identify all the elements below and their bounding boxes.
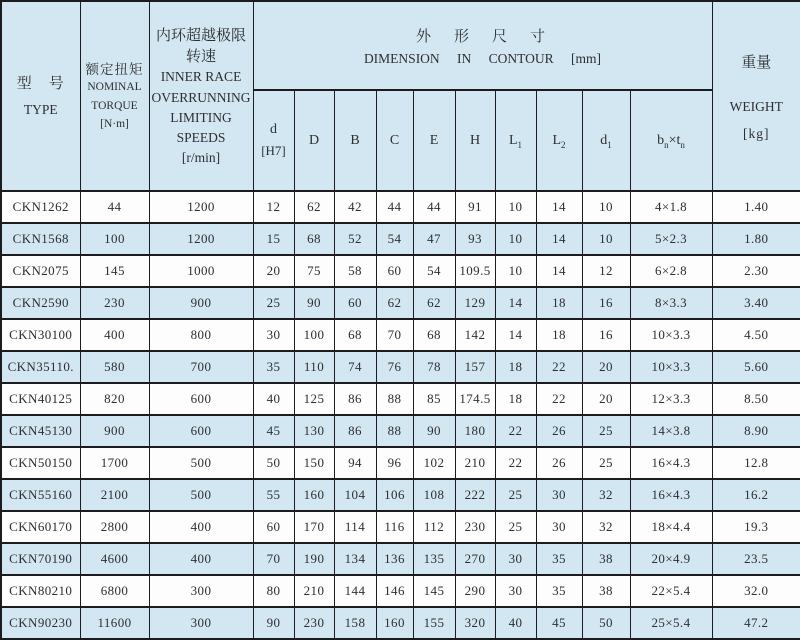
cell-bn-tn: 14×3.8 — [630, 415, 712, 447]
cell-weight: 12.8 — [712, 447, 800, 479]
cell-weight: 1.80 — [712, 223, 800, 255]
cell-torque: 400 — [80, 319, 149, 351]
table-row — [1, 479, 800, 511]
cell-type: CKN35110. — [1, 351, 80, 383]
cell-d: 25 — [253, 287, 294, 319]
cell-D: 160 — [294, 479, 334, 511]
cell-C: 60 — [376, 255, 413, 287]
cell-E: 78 — [413, 351, 455, 383]
header-col-L1 — [495, 90, 536, 191]
header-weight-unit: [kg] — [743, 125, 770, 141]
cell-speed: 900 — [149, 287, 253, 319]
cell-bn-tn: 16×4.3 — [630, 479, 712, 511]
cell-d1: 16 — [582, 287, 630, 319]
cell-type: CKN45130 — [1, 415, 80, 447]
cell-weight: 1.40 — [712, 191, 800, 223]
cell-torque: 100 — [80, 223, 149, 255]
cell-L2: 22 — [536, 351, 582, 383]
table-header — [1, 1, 800, 191]
header-type-zh: 型 号 — [16, 76, 65, 93]
cell-H: 109.5 — [455, 255, 495, 287]
cell-E: 68 — [413, 319, 455, 351]
cell-weight: 19.3 — [712, 511, 800, 543]
cell-torque: 145 — [80, 255, 149, 287]
table-row — [1, 255, 800, 287]
header-speed-en1: INNER RACE — [160, 69, 242, 85]
cell-torque: 820 — [80, 383, 149, 415]
cell-speed: 700 — [149, 351, 253, 383]
header-weight-en: WEIGHT — [729, 98, 783, 114]
cell-speed: 600 — [149, 415, 253, 447]
cell-L2: 14 — [536, 255, 582, 287]
cell-E: 54 — [413, 255, 455, 287]
cell-L1: 10 — [495, 191, 536, 223]
cell-E: 145 — [413, 575, 455, 607]
cell-speed: 400 — [149, 543, 253, 575]
cell-weight: 47.2 — [712, 607, 800, 639]
cell-C: 44 — [376, 191, 413, 223]
cell-L2: 14 — [536, 223, 582, 255]
cell-H: 129 — [455, 287, 495, 319]
cell-d1: 12 — [582, 255, 630, 287]
cell-E: 44 — [413, 191, 455, 223]
cell-C: 88 — [376, 415, 413, 447]
cell-H: 180 — [455, 415, 495, 447]
table-row — [1, 319, 800, 351]
header-col-bn-tn — [630, 90, 712, 191]
cell-weight: 3.40 — [712, 287, 800, 319]
table-row — [1, 575, 800, 607]
table-row — [1, 191, 800, 223]
cell-H: 222 — [455, 479, 495, 511]
cell-E: 62 — [413, 287, 455, 319]
header-weight-zh: 重量 — [741, 54, 772, 71]
cell-bn-tn: 18×4.4 — [630, 511, 712, 543]
cell-C: 116 — [376, 511, 413, 543]
cell-L2: 26 — [536, 415, 582, 447]
cell-speed: 1000 — [149, 255, 253, 287]
cell-C: 160 — [376, 607, 413, 639]
table-row — [1, 415, 800, 447]
cell-bn-tn: 25×5.4 — [630, 607, 712, 639]
cell-speed: 1200 — [149, 223, 253, 255]
cell-H: 290 — [455, 575, 495, 607]
cell-E: 102 — [413, 447, 455, 479]
cell-B: 86 — [334, 383, 376, 415]
cell-D: 62 — [294, 191, 334, 223]
cell-B: 104 — [334, 479, 376, 511]
cell-B: 60 — [334, 287, 376, 319]
cell-d: 12 — [253, 191, 294, 223]
cell-bn-tn: 10×3.3 — [630, 351, 712, 383]
cell-bn-tn: 8×3.3 — [630, 287, 712, 319]
table-row — [1, 511, 800, 543]
cell-d1: 25 — [582, 415, 630, 447]
cell-D: 75 — [294, 255, 334, 287]
cell-torque: 900 — [80, 415, 149, 447]
header-col-H — [455, 90, 495, 191]
header-speed-en2: OVERRUNNING — [151, 89, 251, 105]
cell-B: 42 — [334, 191, 376, 223]
col-bntn-t: t — [676, 132, 681, 148]
cell-torque: 6800 — [80, 575, 149, 607]
cell-weight: 8.90 — [712, 415, 800, 447]
cell-L1: 18 — [495, 351, 536, 383]
cell-C: 96 — [376, 447, 413, 479]
header-speed-zh: 内环超越极限转速 — [155, 28, 246, 66]
cell-L2: 26 — [536, 447, 582, 479]
cell-E: 108 — [413, 479, 455, 511]
cell-type: CKN55160 — [1, 479, 80, 511]
cell-L2: 22 — [536, 383, 582, 415]
cell-D: 230 — [294, 607, 334, 639]
cell-L2: 45 — [536, 607, 582, 639]
cell-D: 210 — [294, 575, 334, 607]
cell-L2: 35 — [536, 575, 582, 607]
cell-d1: 20 — [582, 383, 630, 415]
table-row — [1, 383, 800, 415]
cell-D: 68 — [294, 223, 334, 255]
header-speed-en3: LIMITING SPEEDS — [170, 110, 232, 145]
cell-E: 155 — [413, 607, 455, 639]
header-col-D — [294, 90, 334, 191]
cell-H: 210 — [455, 447, 495, 479]
cell-speed: 600 — [149, 383, 253, 415]
header-torque — [80, 1, 149, 191]
cell-L2: 14 — [536, 191, 582, 223]
cell-B: 134 — [334, 543, 376, 575]
col-L1-sub: 1 — [517, 139, 523, 150]
cell-L2: 35 — [536, 543, 582, 575]
cell-d: 55 — [253, 479, 294, 511]
cell-L2: 30 — [536, 511, 582, 543]
col-d1-sub: 1 — [607, 139, 612, 150]
col-D-label: D — [308, 132, 320, 148]
cell-B: 158 — [334, 607, 376, 639]
cell-type: CKN2075 — [1, 255, 80, 287]
cell-d1: 32 — [582, 479, 630, 511]
cell-d: 35 — [253, 351, 294, 383]
cell-torque: 11600 — [80, 607, 149, 639]
cell-d1: 16 — [582, 319, 630, 351]
cell-H: 93 — [455, 223, 495, 255]
header-torque-en1: NOMINAL — [87, 80, 142, 93]
header-col-E — [413, 90, 455, 191]
col-L2-label: L — [552, 132, 562, 148]
cell-B: 58 — [334, 255, 376, 287]
header-speed — [149, 1, 253, 191]
cell-E: 135 — [413, 543, 455, 575]
cell-torque: 230 — [80, 287, 149, 319]
cell-speed: 500 — [149, 447, 253, 479]
cell-D: 170 — [294, 511, 334, 543]
cell-d1: 38 — [582, 575, 630, 607]
cell-torque: 1700 — [80, 447, 149, 479]
cell-speed: 400 — [149, 511, 253, 543]
cell-d: 20 — [253, 255, 294, 287]
col-d-label: d — [270, 122, 277, 137]
table-row — [1, 543, 800, 575]
cell-bn-tn: 10×3.3 — [630, 319, 712, 351]
cell-L1: 14 — [495, 287, 536, 319]
table-row — [1, 447, 800, 479]
cell-C: 146 — [376, 575, 413, 607]
header-speed-unit: [r/min] — [181, 150, 221, 166]
cell-bn-tn: 12×3.3 — [630, 383, 712, 415]
cell-torque: 2100 — [80, 479, 149, 511]
cell-H: 157 — [455, 351, 495, 383]
header-torque-zh: 额定扭矩 — [85, 61, 144, 77]
cell-H: 142 — [455, 319, 495, 351]
table-body — [1, 191, 800, 639]
header-col-L2 — [536, 90, 582, 191]
header-torque-en2: TORQUE — [91, 99, 138, 112]
cell-type: CKN30100 — [1, 319, 80, 351]
cell-torque: 2800 — [80, 511, 149, 543]
cell-d: 70 — [253, 543, 294, 575]
cell-bn-tn: 6×2.8 — [630, 255, 712, 287]
cell-C: 136 — [376, 543, 413, 575]
cell-C: 76 — [376, 351, 413, 383]
cell-D: 190 — [294, 543, 334, 575]
header-col-C — [376, 90, 413, 191]
cell-L1: 40 — [495, 607, 536, 639]
cell-L2: 18 — [536, 287, 582, 319]
table-row — [1, 607, 800, 639]
cell-L2: 30 — [536, 479, 582, 511]
cell-L1: 10 — [495, 223, 536, 255]
cell-d: 45 — [253, 415, 294, 447]
cell-d: 30 — [253, 319, 294, 351]
header-col-d1 — [582, 90, 630, 191]
cell-L1: 18 — [495, 383, 536, 415]
cell-H: 270 — [455, 543, 495, 575]
col-d1-label: d — [600, 132, 608, 148]
cell-bn-tn: 5×2.3 — [630, 223, 712, 255]
cell-speed: 800 — [149, 319, 253, 351]
cell-speed: 500 — [149, 479, 253, 511]
col-d-note: [H7] — [261, 143, 286, 158]
cell-E: 47 — [413, 223, 455, 255]
col-bntn-tsub: n — [680, 139, 685, 150]
col-L1-label: L — [508, 132, 518, 148]
col-H-label: H — [469, 132, 481, 148]
col-bntn-b: b — [657, 132, 665, 148]
cell-type: CKN2590 — [1, 287, 80, 319]
cell-speed: 300 — [149, 575, 253, 607]
col-bntn-bsub: n — [664, 139, 669, 150]
cell-type: CKN60170 — [1, 511, 80, 543]
cell-B: 114 — [334, 511, 376, 543]
cell-L1: 25 — [495, 479, 536, 511]
cell-L1: 30 — [495, 543, 536, 575]
cell-B: 144 — [334, 575, 376, 607]
cell-L1: 10 — [495, 255, 536, 287]
col-L2-sub: 2 — [561, 139, 566, 150]
cell-E: 90 — [413, 415, 455, 447]
header-dimension-en: DIMENSION IN CONTOUR [mm] — [363, 50, 602, 66]
col-E-label: E — [429, 132, 439, 148]
cell-weight: 32.0 — [712, 575, 800, 607]
cell-D: 130 — [294, 415, 334, 447]
col-C-label: C — [389, 132, 400, 148]
col-B-label: B — [350, 132, 360, 148]
header-col-d — [253, 90, 294, 191]
header-type-en: TYPE — [23, 102, 58, 118]
cell-L1: 22 — [495, 447, 536, 479]
cell-type: CKN80210 — [1, 575, 80, 607]
cell-bn-tn: 16×4.3 — [630, 447, 712, 479]
cell-D: 110 — [294, 351, 334, 383]
cell-D: 150 — [294, 447, 334, 479]
cell-B: 74 — [334, 351, 376, 383]
cell-d1: 32 — [582, 511, 630, 543]
cell-torque: 44 — [80, 191, 149, 223]
cell-torque: 580 — [80, 351, 149, 383]
cell-d1: 10 — [582, 223, 630, 255]
cell-type: CKN1262 — [1, 191, 80, 223]
cell-B: 86 — [334, 415, 376, 447]
cell-B: 68 — [334, 319, 376, 351]
header-weight — [712, 1, 800, 191]
cell-torque: 4600 — [80, 543, 149, 575]
cell-type: CKN70190 — [1, 543, 80, 575]
header-dimension-zh: 外 形 尺 寸 — [415, 28, 549, 45]
cell-L2: 18 — [536, 319, 582, 351]
header-col-B — [334, 90, 376, 191]
cell-type: CKN1568 — [1, 223, 80, 255]
cell-d: 60 — [253, 511, 294, 543]
cell-D: 125 — [294, 383, 334, 415]
cell-d: 50 — [253, 447, 294, 479]
cell-H: 320 — [455, 607, 495, 639]
cell-d: 40 — [253, 383, 294, 415]
cell-C: 62 — [376, 287, 413, 319]
cell-type: CKN40125 — [1, 383, 80, 415]
cell-d: 80 — [253, 575, 294, 607]
cell-d1: 38 — [582, 543, 630, 575]
cell-weight: 16.2 — [712, 479, 800, 511]
table-row — [1, 351, 800, 383]
cell-D: 90 — [294, 287, 334, 319]
table-row — [1, 287, 800, 319]
cell-B: 94 — [334, 447, 376, 479]
cell-C: 70 — [376, 319, 413, 351]
cell-L1: 30 — [495, 575, 536, 607]
cell-speed: 300 — [149, 607, 253, 639]
cell-L1: 14 — [495, 319, 536, 351]
cell-L1: 22 — [495, 415, 536, 447]
cell-weight: 5.60 — [712, 351, 800, 383]
cell-B: 52 — [334, 223, 376, 255]
header-dimension-group — [253, 1, 712, 90]
cell-D: 100 — [294, 319, 334, 351]
cell-H: 91 — [455, 191, 495, 223]
cell-C: 106 — [376, 479, 413, 511]
cell-C: 88 — [376, 383, 413, 415]
cell-d1: 50 — [582, 607, 630, 639]
cell-E: 112 — [413, 511, 455, 543]
cell-type: CKN50150 — [1, 447, 80, 479]
cell-H: 230 — [455, 511, 495, 543]
cell-C: 54 — [376, 223, 413, 255]
cell-weight: 23.5 — [712, 543, 800, 575]
cell-bn-tn: 4×1.8 — [630, 191, 712, 223]
cell-d1: 20 — [582, 351, 630, 383]
cell-d: 15 — [253, 223, 294, 255]
cell-bn-tn: 20×4.9 — [630, 543, 712, 575]
cell-H: 174.5 — [455, 383, 495, 415]
cell-type: CKN90230 — [1, 607, 80, 639]
cell-weight: 4.50 — [712, 319, 800, 351]
cell-L1: 25 — [495, 511, 536, 543]
cell-bn-tn: 22×5.4 — [630, 575, 712, 607]
cell-weight: 8.50 — [712, 383, 800, 415]
header-torque-unit: [N·m] — [100, 118, 129, 131]
cell-speed: 1200 — [149, 191, 253, 223]
header-type — [1, 1, 80, 191]
col-bntn-times: × — [668, 132, 677, 148]
cell-weight: 2.30 — [712, 255, 800, 287]
table-row — [1, 223, 800, 255]
cell-d: 90 — [253, 607, 294, 639]
cell-d1: 10 — [582, 191, 630, 223]
cell-d1: 25 — [582, 447, 630, 479]
cell-E: 85 — [413, 383, 455, 415]
